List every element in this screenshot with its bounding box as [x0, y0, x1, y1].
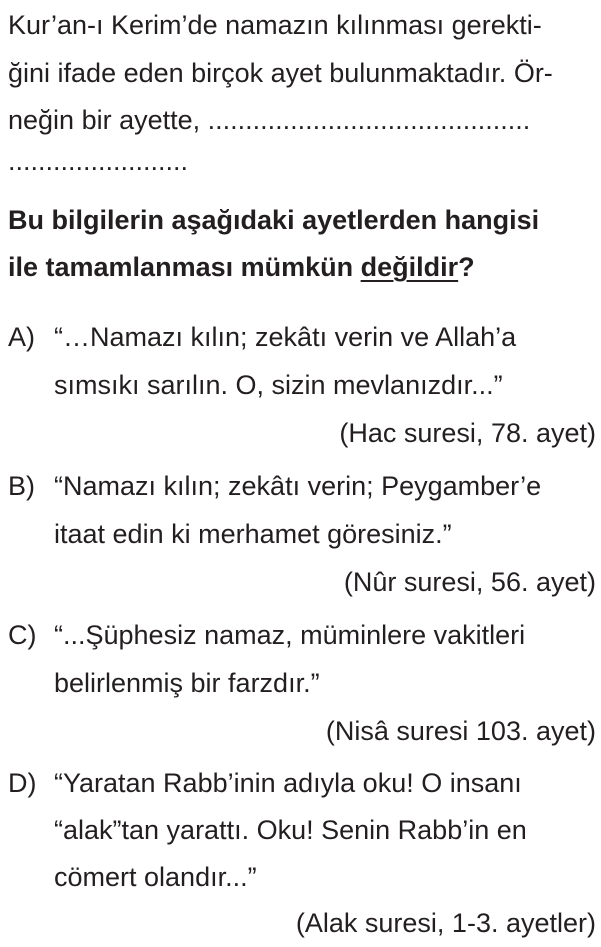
intro-line-1: Kur’an-ı Kerim’de namazın kılınması gerekti-: [8, 10, 542, 40]
option-c-line-1: “...Şüphesiz namaz, müminlere vakitleri: [54, 620, 526, 650]
option-d-source: (Alak suresi, 1-3. ayetler): [295, 908, 596, 938]
question-line-2: [8, 251, 475, 283]
option-a-line-2: sımsıkı sarılın. O, sizin mevlanızdır...”: [54, 370, 503, 400]
option-b-line-1: “Namazı kılın; zekâtı verin; Peygamber’e: [54, 471, 542, 501]
option-d-line-3: cömert olandır...”: [54, 862, 257, 892]
option-b-line-2: itaat edin ki merhamet göresiniz.”: [54, 519, 452, 549]
fill-in-blank-dots-continued: ........................: [8, 146, 189, 176]
option-d-line-2: “alak”tan yarattı. Oku! Senin Rabb’in en: [54, 815, 527, 845]
option-letter: D): [8, 768, 37, 798]
question-line-2-prefix: ile tamamlanması mümkün: [8, 252, 361, 282]
intro-line-3-text: neğin bir ayette,: [8, 105, 208, 135]
option-letter: A): [8, 322, 35, 352]
option-a-source: (Hac suresi, 78. ayet): [339, 418, 596, 448]
fill-in-blank-dots: ...........................................: [207, 105, 531, 135]
option-c-line-2: belirlenmiş bir farzdır.”: [54, 668, 320, 698]
intro-line-3: [8, 104, 530, 136]
option-d-line-1: “Yaratan Rabb’inin adıyla oku! O insanı: [54, 768, 522, 798]
option-letter: C): [8, 620, 37, 650]
intro-line-2: ğini ifade eden birçok ayet bulunmaktadır. Ör-: [8, 58, 553, 88]
question-line-1: Bu bilgilerin aşağıdaki ayetlerden hangisi: [8, 205, 540, 235]
question-emphasis: değildir: [360, 252, 459, 282]
option-b-source: (Nûr suresi, 56. ayet): [343, 567, 596, 597]
option-c-source: (Nisâ suresi 103. ayet): [325, 716, 596, 746]
option-a-line-1: “…Namazı kılın; zekâtı verin ve Allah’a: [54, 322, 517, 352]
option-letter: B): [8, 471, 35, 501]
question-line-2-suffix: ?: [458, 252, 475, 282]
